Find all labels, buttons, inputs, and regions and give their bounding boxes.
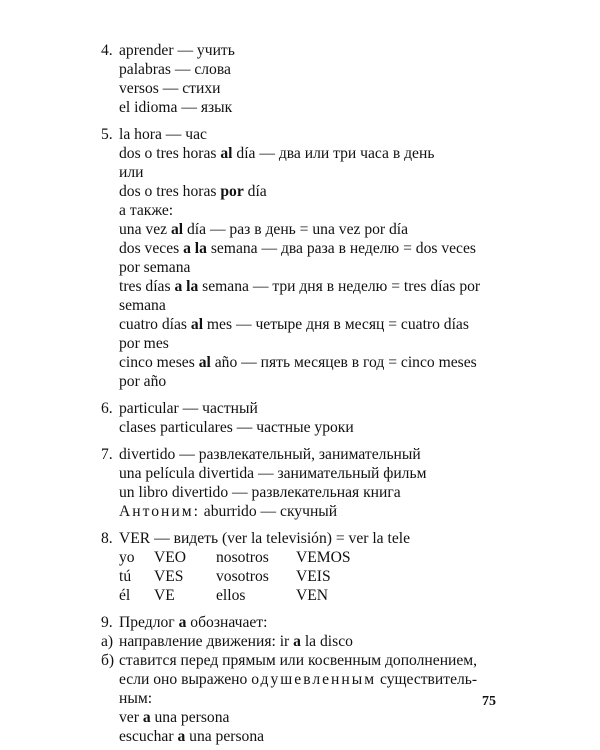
- rule-line: ным:: [119, 690, 153, 707]
- vocab-line: por mes: [119, 335, 169, 352]
- example-line: escuchar a una persona: [119, 728, 265, 745]
- bold-preposition: al: [220, 145, 233, 162]
- vocab-item-9: [101, 613, 571, 746]
- item-body: [119, 529, 571, 605]
- item-number: 7.: [101, 446, 113, 463]
- antonym-line: [119, 502, 571, 521]
- bold-preposition: al: [198, 354, 211, 371]
- conjugation-table: [119, 548, 376, 605]
- item-number: 6.: [101, 400, 113, 417]
- item-number: 8.: [101, 530, 113, 547]
- table-cell: VE: [154, 587, 175, 604]
- vocab-line: а также:: [119, 202, 174, 219]
- vocab-line: dos o tres horas por día: [119, 183, 267, 200]
- vocab-item-8: [101, 529, 571, 605]
- rule-line: ставится перед прямым или косвенным дополнением,: [119, 652, 478, 669]
- table-cell: VEO: [154, 549, 187, 566]
- vocab-line: una vez al día — раз в день = una vez por día: [119, 221, 409, 238]
- item-number: 5.: [101, 126, 113, 143]
- bold-preposition: a: [178, 614, 187, 631]
- rule-line: если оно выражено одушевленным существитель-: [119, 671, 478, 688]
- vocab-line: semana: [119, 297, 166, 314]
- vocab-line: versos — стихи: [119, 80, 221, 97]
- vocab-line: por año: [119, 373, 167, 390]
- table-cell: VES: [154, 568, 184, 585]
- vocab-line: una película divertida — занимательный фильм: [119, 465, 427, 482]
- item-body: [119, 41, 571, 117]
- subpoint-a: а) направление движения: ir a la disco: [101, 633, 353, 650]
- table-row: [119, 567, 376, 586]
- subpoint-marker: а): [101, 633, 114, 650]
- bold-preposition: al: [190, 316, 204, 333]
- item-body: [119, 445, 571, 521]
- vocab-line: palabras — слова: [119, 61, 231, 78]
- table-cell: tú: [119, 568, 132, 585]
- item-body: [119, 399, 571, 437]
- vocab-line: particular — частный: [119, 400, 258, 417]
- table-cell: vosotros: [216, 568, 269, 585]
- vocab-line: el idioma — язык: [119, 99, 233, 116]
- vocab-line: por semana: [119, 259, 191, 276]
- page-number: 75: [482, 694, 496, 709]
- table-cell: nosotros: [216, 549, 269, 566]
- table-cell: él: [119, 587, 131, 604]
- bold-preposition: a: [142, 709, 151, 726]
- vocab-line: dos veces a la semana — два раза в неделю = dos veces: [119, 240, 476, 257]
- antonym-label: Антоним:: [119, 503, 200, 520]
- page-content: [101, 41, 571, 746]
- bold-preposition: a la: [183, 240, 207, 257]
- bold-preposition: al: [170, 221, 184, 238]
- vocab-line: un libro divertido — развлекательная книга: [119, 484, 401, 501]
- vocab-line: dos o tres horas al día — два или три часа в день: [119, 145, 435, 162]
- vocab-line: clases particulares — частные уроки: [119, 419, 354, 436]
- example-line: ver a una persona: [119, 709, 230, 726]
- verb-heading: VER — видеть (ver la televisión) = ver la tele: [119, 530, 411, 547]
- table-cell: VEIS: [296, 568, 331, 585]
- vocab-line: tres días a la semana — три дня в неделю = tres días por: [119, 278, 481, 295]
- vocab-line: divertido — развлекательный, занимательный: [119, 446, 421, 463]
- table-row: [119, 548, 376, 567]
- vocab-item-5: [101, 125, 571, 391]
- item-number: 9.: [101, 614, 113, 631]
- subpoint-marker: б): [101, 652, 115, 669]
- item-body: [119, 125, 571, 391]
- antonym-text: aburrido — скучный: [199, 503, 338, 520]
- subpoint-b: [101, 651, 571, 746]
- bold-preposition: por: [220, 183, 244, 200]
- bold-preposition: a: [293, 633, 301, 650]
- bold-preposition: a la: [174, 278, 199, 295]
- vocab-item-7: [101, 445, 571, 521]
- vocab-line: aprender — учить: [119, 42, 235, 59]
- vocab-item-6: [101, 399, 571, 437]
- vocab-line: la hora — час: [119, 126, 207, 143]
- table-cell: ellos: [216, 587, 246, 604]
- vocab-item-4: [101, 41, 571, 117]
- spaced-emphasis: одушевленным: [251, 671, 377, 688]
- table-cell: VEN: [296, 587, 329, 604]
- vocab-line: cuatro días al mes — четыре дня в месяц = cuatro días: [119, 316, 469, 333]
- bold-preposition: a: [177, 728, 186, 745]
- vocab-line: или: [119, 164, 144, 181]
- item-number: 4.: [101, 42, 113, 59]
- item-heading: Предлог a обозначает:: [119, 614, 268, 631]
- table-cell: yo: [119, 549, 135, 566]
- table-cell: VEMOS: [296, 549, 351, 566]
- item-body: [101, 613, 571, 746]
- vocab-line: cinco meses al año — пять месяцев в год = cinco meses: [119, 354, 477, 371]
- table-row: [119, 586, 376, 605]
